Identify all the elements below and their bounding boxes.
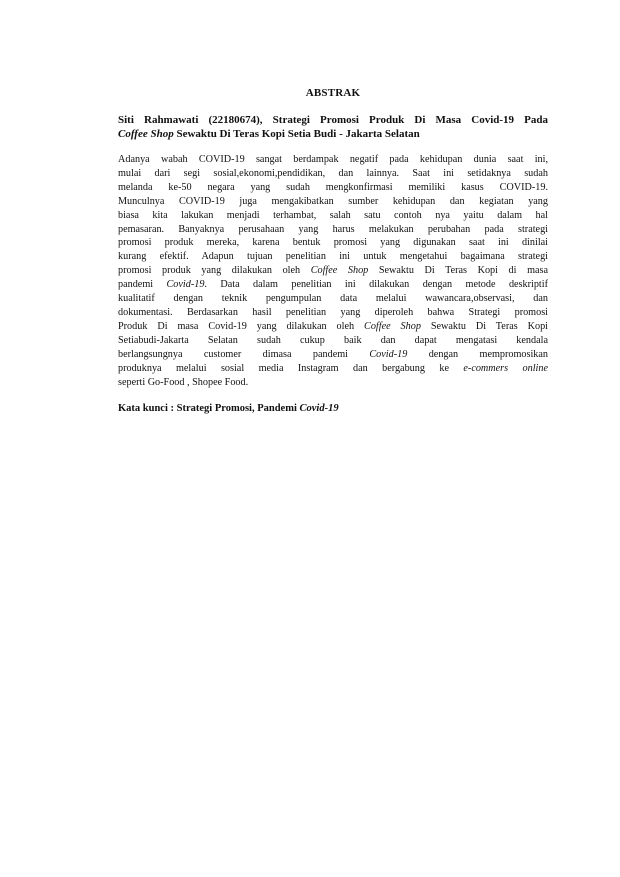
- body-text: kualitatif dengan teknik pengumpulan data melalui wawancara,observasi, dan: [118, 293, 548, 305]
- body-line: [118, 181, 548, 195]
- body-line: [118, 264, 548, 278]
- body-italic-text: Covid-19: [166, 279, 205, 291]
- body-line: [118, 278, 548, 292]
- body-line: [118, 167, 548, 181]
- abstract-body: [118, 153, 548, 389]
- body-line: [118, 376, 548, 390]
- body-line: [118, 348, 548, 362]
- abstract-heading: [118, 113, 548, 141]
- body-text: melanda ke-50 negara yang sudah mengkonfirmasi memiliki kasus COVID-19.: [118, 181, 548, 193]
- abstract-title: ABSTRAK: [305, 87, 361, 99]
- body-italic-text: e-commers online: [463, 362, 548, 374]
- body-text: pemasaran. Banyaknya perusahaan yang harus melakukan perubahan pada strategi: [118, 223, 548, 235]
- body-line: [118, 306, 548, 320]
- keywords-line: [118, 402, 548, 416]
- body-text: Sewaktu Di Teras Kopi di masa: [368, 265, 549, 277]
- body-italic-text: Coffee Shop: [364, 320, 421, 332]
- body-text: seperti Go-Food , Shopee Food.: [118, 376, 249, 388]
- body-text: produknya melalui sosial media Instagram dan bergabung ke: [118, 362, 464, 374]
- body-text: dokumentasi. Berdasarkan hasil penelitian yang diperoleh bahwa Strategi promosi: [118, 306, 548, 318]
- heading-line-2: [118, 127, 548, 141]
- body-text: biasa kita lakukan menjadi terhambat, salah satu contoh nya yaitu dalam hal: [118, 209, 548, 221]
- body-text: mulai dari segi sosial,ekonomi,pendidikan, dan lainnya. Saat ini setidaknya sudah: [118, 167, 548, 179]
- body-line: [118, 209, 548, 223]
- body-text: berlangsungnya customer dimasa pandemi: [118, 348, 370, 360]
- body-line: [118, 334, 548, 348]
- heading-title-italic: Coffee Shop: [118, 128, 174, 140]
- body-text: pandemi: [118, 279, 167, 291]
- body-line: [118, 292, 548, 306]
- body-line: [118, 195, 548, 209]
- body-line: [118, 153, 548, 167]
- body-line: [118, 250, 548, 264]
- body-line: [118, 223, 548, 237]
- body-italic-text: Covid-19: [369, 348, 408, 360]
- abstract-content: [118, 86, 548, 416]
- body-italic-text: Coffee Shop: [310, 265, 369, 277]
- body-text: Munculnya COVID-19 juga mengakibatkan sumber kehidupan dan kegiatan yang: [118, 195, 548, 207]
- body-text: kurang efektif. Adapun tujuan penelitian ini untuk mengetahui bagaimana strategi: [118, 251, 548, 263]
- body-text: Sewaktu Di Teras Kopi: [420, 320, 549, 332]
- body-text: Adanya wabah COVID-19 sangat berdampak negatif pada kehidupan dunia saat ini,: [118, 154, 548, 165]
- heading-title-part2: Sewaktu Di Teras Kopi Setia Budi - Jakarta Selatan: [173, 128, 420, 140]
- body-text: dengan mempromosikan: [407, 348, 549, 360]
- keywords-label: Kata kunci : Strategi Promosi, Pandemi: [118, 403, 300, 415]
- body-line: [118, 362, 548, 376]
- body-text: Setiabudi-Jakarta Selatan sudah cukup baik dan dapat mengatasi kendala: [118, 334, 548, 346]
- body-text: promosi produk mereka, karena bentuk promosi yang digunakan saat ini dinilai: [118, 237, 548, 249]
- keywords-italic: Covid-19: [299, 403, 339, 415]
- heading-title-part1: Strategi Promosi Produk Di Masa Covid-19 Pada: [272, 114, 548, 126]
- body-line: [118, 236, 548, 250]
- body-text: promosi produk yang dilakukan oleh: [118, 265, 311, 277]
- heading-author: Siti Rahmawati (22180674),: [118, 114, 273, 126]
- body-text: . Data dalam penelitian ini dilakukan dengan metode deskriptif: [204, 279, 548, 291]
- body-line: [118, 320, 548, 334]
- heading-line-1: [118, 113, 548, 127]
- body-text: Produk Di masa Covid-19 yang dilakukan oleh: [118, 320, 365, 332]
